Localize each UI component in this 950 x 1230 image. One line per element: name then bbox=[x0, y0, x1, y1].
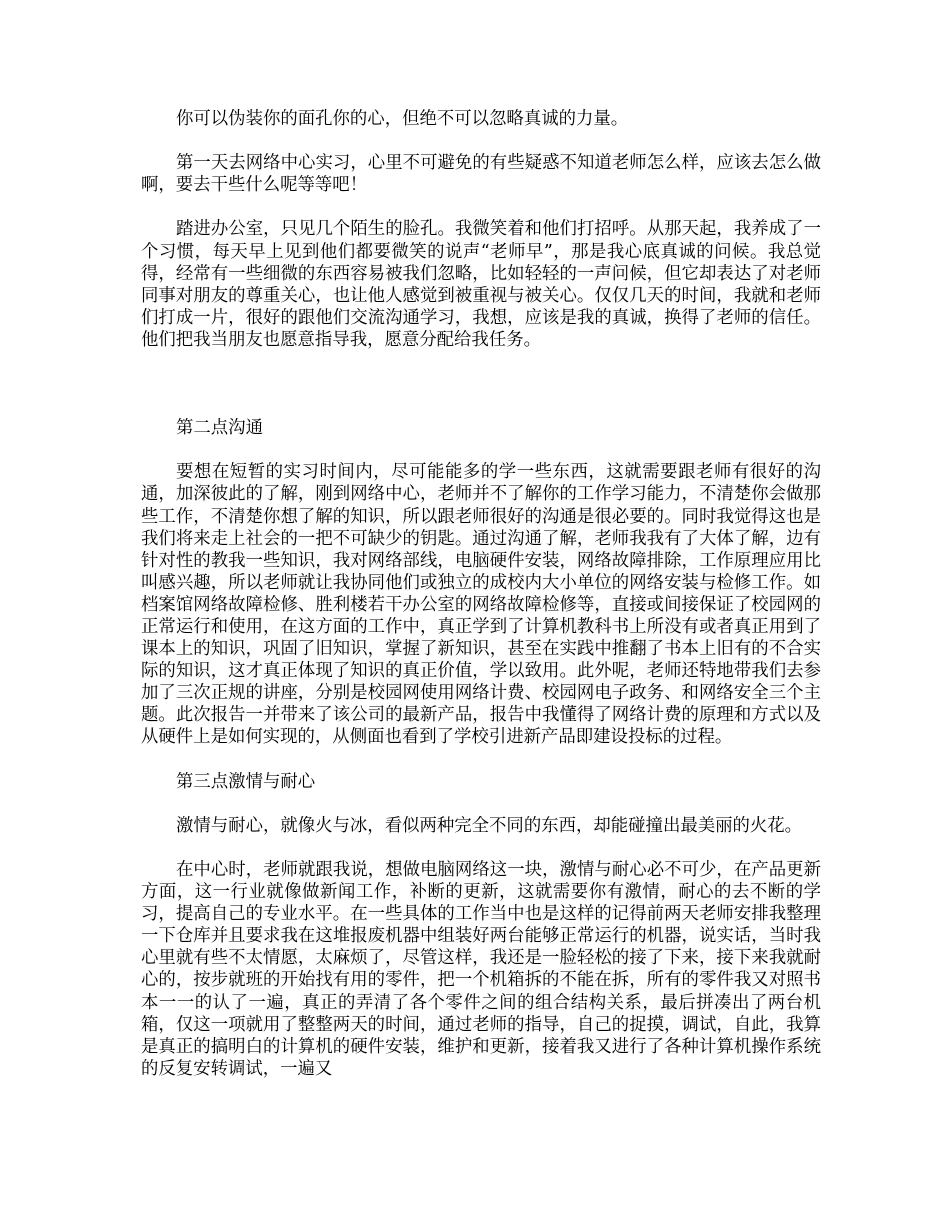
paragraph-center-work: 在中心时，老师就跟我说，想做电脑网络这一块，激情与耐心必不可少，在产品更新方面，这一行业就像做新闻工作，补断的更新，这就需要你有激情，耐心的去不断的学习，提高自己的专业水平。在一些具体的工作当中也是这样的记得前两天老师安排我整理一下仓库并且要求我在这堆报废机器中组装好两台能够正常运行的机器，说实话，当时我心里就有些不太情愿，太麻烦了，尽管这样，我还是一脸轻松的接了下来，接下来我就耐心的，按步就班的开始找有用的零件，把一个机箱拆的不能在拆，所有的零件我又对照书本一一的认了一遍，真正的弄清了各个零件之间的组合结构关系，最后拼凑出了两台机箱，仅这一项就用了整整两天的时间，通过老师的指导，自己的捉摸，调试，自此，我算是真正的搞明白的计算机的硬件安装，维护和更新，接着我又进行了各种计算机操作系统的反复安转调试，一遍又 bbox=[141, 860, 821, 1079]
document-body bbox=[141, 108, 821, 1102]
paragraph-first-day: 第一天去网络中心实习，心里不可避免的有些疑惑不知道老师怎么样，应该去怎么做啊，要去干些什么呢等等吧！ bbox=[141, 153, 821, 196]
paragraph-office: 踏进办公室，只见几个陌生的脸孔。我微笑着和他们打招呼。从那天起，我养成了一个习惯，每天早上见到他们都要微笑的说声“老师早”，那是我心底真诚的问候。我总觉得，经常有一些细微的东西容易被我们忽略，比如轻轻的一声问候，但它却表达了对老师同事对朋友的尊重关心，也让他人感觉到被重视与被关心。仅仅几天的时间，我就和老师们打成一片，很好的跟他们交流沟通学习，我想，应该是我的真诚，换得了老师的信任。他们把我当朋友也愿意指导我，愿意分配给我任务。 bbox=[141, 219, 821, 350]
section-spacer bbox=[141, 373, 821, 417]
section-heading-passion-patience: 第三点激情与耐心 bbox=[176, 771, 316, 792]
paragraph-quote: 你可以伪装你的面孔你的心，但绝不可以忽略真诚的力量。 bbox=[176, 109, 629, 129]
paragraph-fire-ice: 激情与耐心，就像火与冰，看似两种完全不同的东西，却能碰撞出最美丽的火花。 bbox=[176, 815, 803, 836]
section-heading-communication: 第二点沟通 bbox=[176, 418, 263, 439]
paragraph-communication: 要想在短暂的实习时间内，尽可能能多的学一些东西，这就需要跟老师有很好的沟通，加深彼此的了解，刚到网络中心，老师并不了解你的工作学习能力，不清楚你会做那些工作，不清楚你想了解的知识，所以跟老师很好的沟通是很必要的。同时我觉得这也是我们将来走上社会的一把不可缺少的钥匙。通过沟通了解，老师我我有了大体了解，边有针对性的教我一些知识，我对网络部线，电脑硬件安装，网络故障排除，工作原理应用比叫感兴趣，所以老师就让我协同他们或独立的成校内大小单位的网络安装与检修工作。如档案馆网络故障检修、胜利楼若干办公室的网络故障检修等，直接或间接保证了校园网的正常运行和使用，在这方面的工作中，真正学到了计算机教科书上所没有或者真正用到了课本上的知识，巩固了旧知识，掌握了新知识，甚至在实践中推翻了书本上旧有的不合实际的知识，这才真正体现了知识的真正价值，学以致用。此外呢，老师还特地带我们去参加了三次正规的讲座，分别是校园网使用网络计费、校园网电子政务、和网络安全三个主题。此次报告一并带来了该公司的最新产品，报告中我懂得了网络计费的原理和方式以及从硬件上是如何实现的，从侧面也看到了学校引进新产品即建设投标的过程。 bbox=[141, 462, 821, 748]
